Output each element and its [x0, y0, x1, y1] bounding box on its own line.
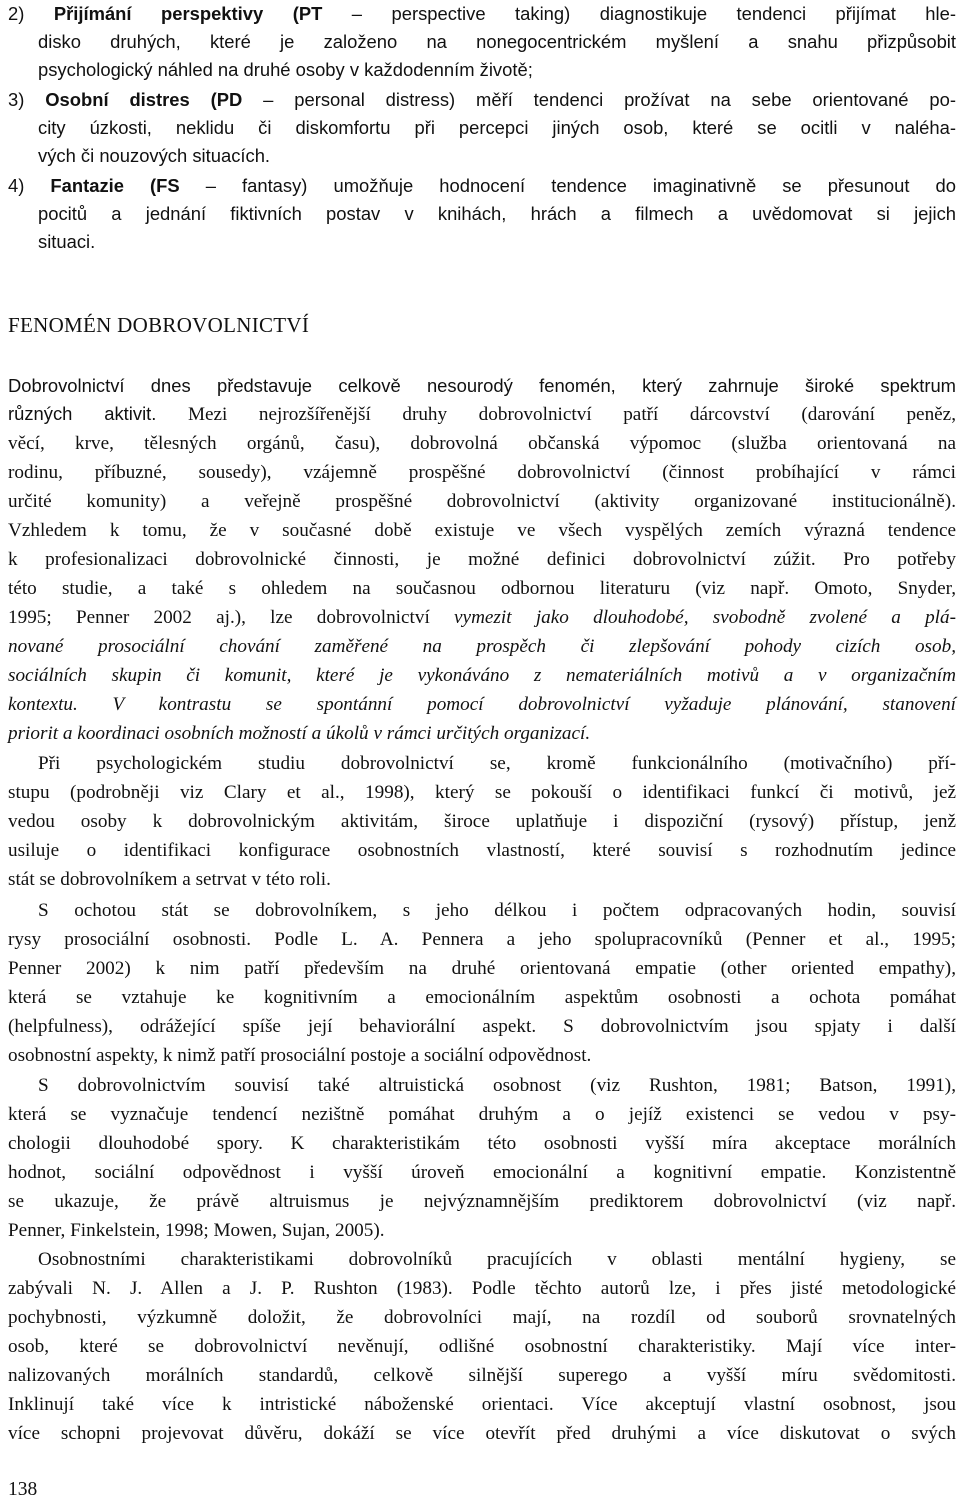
list-item-number: 3): [8, 89, 25, 110]
paragraph-line: této studie, a také s ohledem na současnou odbornou literaturu (viz např. Omoto, Snyder,: [8, 578, 956, 599]
paragraph-line: Vzhledem k tomu, že v současné době existuje ve všech vyspělých zemích výrazná tendence: [8, 520, 956, 541]
paragraph-line: osobnostní aspekty, k nimž patří prosociální postoje a sociální odpovědnost.: [8, 1045, 592, 1066]
paragraph-line: hodnot, sociální odpovědnost i vyšší úroveň emocionální a kognitivní empatie. Konzistentně: [8, 1162, 956, 1183]
paragraph-line: osob, které se dobrovolnictví nevěnují, odlišné osobnostní charakteristiky. Mají více inter-: [8, 1336, 956, 1357]
paragraph-line: vedou osoby k dobrovolnickým aktivitám, široce uplatňuje i dispoziční (rysový) přístup, jenž: [8, 811, 956, 832]
paragraph-line: usiluje o identifikaci konfigurace osobnostních vlastností, které souvisí s rozhodnutím jedince: [8, 840, 956, 861]
paragraph-line: S dobrovolnictvím souvisí také altruistická osobnost (viz Rushton, 1981; Batson, 1991),: [38, 1075, 956, 1096]
text-run: 1995; Penner 2002 aj.), lze dobrovolnictví: [8, 607, 455, 628]
paragraph-line: Při psychologickém studiu dobrovolnictví se, kromě funkcionálního (motivačního) pří-: [38, 753, 956, 774]
paragraph-line: pochybnosti, výzkumně doložit, že dobrovolníci mají, na rozdíl od souborů srovnatelných: [8, 1307, 956, 1328]
paragraph-line: sociálních skupin či komunit, které je vykonáváno z nemateriálních motivů a v organizačním: [8, 665, 956, 686]
paragraph-line: [8, 400, 956, 429]
text-run: Mezi nejrozšířenější druhy dobrovolnictví patří dárcovství (darování peněz,: [156, 404, 956, 425]
list-item-fs-line-2: pocitů a jednání fiktivních postav v knihách, hrách a filmech a uvědomovat si jejich: [38, 203, 956, 224]
paragraph-line: se ukazuje, že právě altruismus je nejvýznamnějším prediktorem dobrovolnictví (viz např.: [8, 1191, 956, 1212]
paragraph-line: stát se dobrovolníkem a setrvat v této roli.: [8, 869, 331, 890]
list-item-pd-line-2: city úzkosti, neklidu či diskomfortu při percepci jiných osob, které se ocitli v naléha-: [38, 117, 956, 138]
paragraph-line: věcí, krve, tělesných orgánů, času), dobrovolná občanská výpomoc (služba orientovaná na: [8, 433, 956, 454]
page-number: 138: [8, 1479, 38, 1500]
paragraph-line: Osobnostními charakteristikami dobrovolníků pracujících v oblasti mentální hygieny, se: [38, 1249, 956, 1270]
paragraph-line: S ochotou stát se dobrovolníkem, s jeho délkou i počtem odpracovaných hodin, souvisí: [38, 900, 956, 921]
paragraph-line: Penner 2002) k nim patří především na druhé orientovaná empatie (other oriented empathy),: [8, 958, 956, 979]
paragraph-line: rodinu, příbuzné, sousedy), vzájemně prospěšné dobrovolnictví (činnost probíhající v rámci: [8, 462, 956, 483]
list-item-pd-line-1: [8, 86, 956, 114]
list-item-term: Osobní distres (PD: [45, 89, 243, 110]
list-item-term: Fantazie (FS: [50, 175, 180, 196]
list-item-pd-line-3: vých či nouzových situacích.: [38, 145, 271, 166]
list-item-text: – personal distress) měří tendenci prožívat na sebe orientované po-: [242, 89, 956, 110]
paragraph-line: která se vyznačuje tendencí nezištně pomáhat druhým a o jejíž existenci se vedou v psy-: [8, 1104, 956, 1125]
text-run-italic: vymezit jako dlouhodobé, svobodně zvolené a plá-: [454, 607, 956, 628]
paragraph-line: [8, 604, 956, 632]
paragraph-line: kontextu. V kontrastu se spontánní pomocí dobrovolnictví vyžaduje plánování, stanovení: [8, 694, 956, 715]
paragraph-line: priorit a koordinaci osobních možností a úkolů v rámci určitých organizací.: [8, 723, 591, 744]
list-item-term: Přijímání perspektivy (PT: [53, 3, 323, 24]
paragraph-line: k profesionalizaci dobrovolnické činnosti, je možné definici dobrovolnictví zúžit. Pro potřeby: [8, 549, 956, 570]
list-item-pt-line-2: disko druhých, které je založeno na nonegocentrickém myšlení a snahu přizpůsobit: [38, 31, 956, 52]
list-item-text: – fantasy) umožňuje hodnocení tendence imaginativně se přesunout do: [179, 175, 956, 196]
paragraph-line: rysy prosociální osobnosti. Podle L. A. Pennera a jeho spolupracovníků (Penner et al., 1995;: [8, 929, 956, 950]
section-heading: FENOMÉN DOBROVOLNICTVÍ: [8, 313, 310, 337]
paragraph-line: Inklinují také více k intristické náboženské orientaci. Více akceptují vlastní osobnost, jsou: [8, 1394, 956, 1415]
paragraph-line: více schopni projevovat důvěru, dokáží se více otevřít před druhými a více diskutovat o svých: [8, 1423, 956, 1444]
paragraph-line: Dobrovolnictví dnes představuje celkově nesourodý fenomén, který zahrnuje široké spektrum: [8, 375, 956, 396]
paragraph-line: určité komunity) a veřejně prospěšné dobrovolnictví (aktivity organizované institucionálně).: [8, 491, 956, 512]
paragraph-line: která se vztahuje ke kognitivním a emocionálním aspektům osobnosti a ochota pomáhat: [8, 987, 956, 1008]
text-run: různých aktivit.: [8, 403, 157, 424]
list-item-fs-line-3: situaci.: [38, 231, 96, 252]
list-item-pt-line-3: psychologický náhled na druhé osoby v každodenním životě;: [38, 59, 533, 80]
paragraph-line: stupu (podrobněji viz Clary et al., 1998), který se pokouší o identifikaci funkcí či motivů, jež: [8, 782, 956, 803]
paragraph-line: nované prosociální chování zaměřené na prospěch či zlepšování pohody cizích osob,: [8, 636, 956, 657]
paragraph-line: zabývali N. J. Allen a J. P. Rushton (1983). Podle těchto autorů lze, i přes jisté metodologické: [8, 1278, 956, 1299]
paragraph-line: Penner, Finkelstein, 1998; Mowen, Sujan, 2005).: [8, 1220, 385, 1241]
paragraph-line: nalizovaných morálních standardů, celkově silnější superego a vyšší míru svědomitosti.: [8, 1365, 956, 1386]
list-item-fs-line-1: [8, 172, 956, 200]
list-item-number: 2): [8, 3, 25, 24]
list-item-text: – perspective taking) diagnostikuje tendenci přijímat hle-: [322, 3, 956, 24]
list-item-pt-line-1: [8, 0, 956, 28]
paragraph-line: chologii dlouhodobé spory. K charakteristikám této osobnosti vyšší míra akceptace morálních: [8, 1133, 956, 1154]
list-item-number: 4): [8, 175, 25, 196]
paragraph-line: (helpfulness), odrážející spíše její behaviorální aspekt. S dobrovolnictvím jsou spjaty i další: [8, 1016, 956, 1037]
